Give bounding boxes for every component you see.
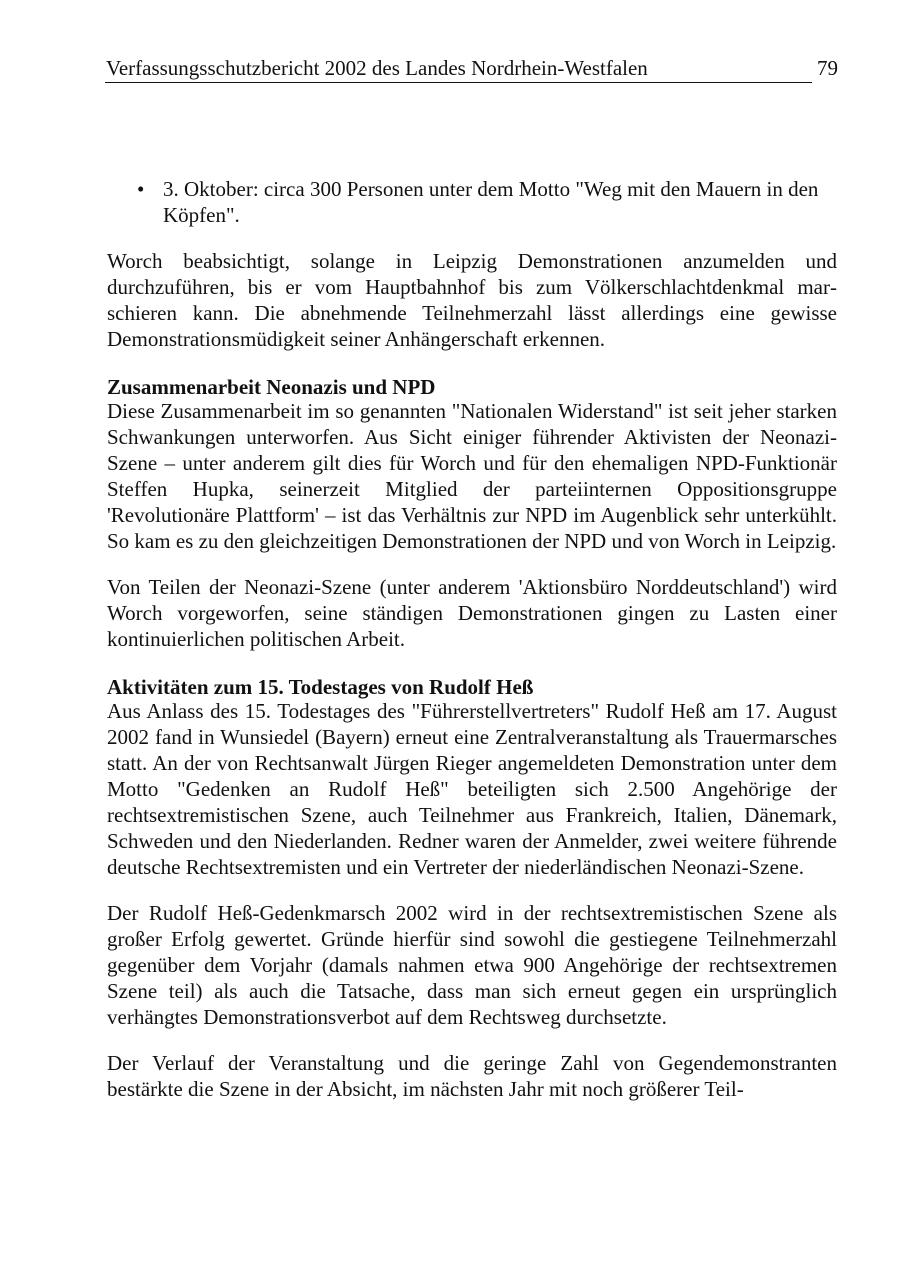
running-header [105, 54, 838, 84]
section-heading: Zusammenarbeit Neonazis und NPD [107, 375, 436, 399]
body-paragraph: Diese Zusammenarbeit im so genannten "Nationalen Widerstand" ist seit jeher starken Schwankungen unterworfen. Aus Sicht einiger führender Aktivisten der Neonazi-Szene – unter anderem gilt dies für Worch und für den ehemaligen NPD-Funktionär Steffen Hupka, seinerzeit Mitglied der parteiinternen Oppositionsgruppe 'Revolutionäre Plattform' – ist das Verhältnis zur NPD im Augenblick sehr unterkühlt. So kam es zu den gleichzeitigen Demonstrationen der NPD und von Worch in Leipzig. [107, 399, 837, 553]
bullet-list [107, 176, 837, 228]
bullet-text: 3. Oktober: circa 300 Personen unter dem Motto "Weg mit den Mauern in den Köpfen". [163, 177, 819, 227]
page-body [107, 176, 837, 1122]
body-paragraph: Der Rudolf Heß-Gedenkmarsch 2002 wird in der rechtsextremistischen Szene als großer Erfolg gewertet. Gründe hierfür sind sowohl die gestiegene Teilnehmerzahl gegenüber dem Vorjahr (damals nahmen etwa 900 Angehörige der rechtsextremen Szene teil) als auch die Tatsache, dass man sich erneut gegen ein ursprünglich verhängtes Demonstrationsverbot auf dem Rechtsweg durchsetzte. [107, 901, 837, 1029]
section-heading: Aktivitäten zum 15. Todestages von Rudolf Heß [107, 675, 534, 699]
body-paragraph: Von Teilen der Neonazi-Szene (unter anderem 'Aktionsbüro Norddeutschland') wird Worch vorgeworfen, seine ständigen Demonstrationen gingen zu Lasten einer kontinuierlichen politischen Arbeit. [107, 575, 837, 651]
header-rule [105, 82, 812, 83]
bullet-item [137, 176, 837, 228]
bullet-symbol: • [137, 177, 145, 201]
body-paragraph: Worch beabsichtigt, solange in Leipzig Demonstrationen anzumelden und durchzuführen, bis er vom Hauptbahnhof bis zum Völkerschlachtdenkmal marschieren kann. Die abnehmende Teilnehmerzahl lässt allerdings eine gewisse Demonstrationsmüdigkeit seiner Anhängerschaft erkennen. [107, 249, 837, 351]
body-paragraph: Aus Anlass des 15. Todestages des "Führerstellvertreters" Rudolf Heß am 17. August 2002 fand in Wunsiedel (Bayern) erneut eine Zentralveranstaltung als Trauermarsches statt. An der von Rechtsanwalt Jürgen Rieger angemeldeten Demonstration unter dem Motto "Gedenken an Rudolf Heß" beteiligten sich 2.500 Angehörige der rechtsextremistischen Szene, auch Teilnehmer aus Frankreich, Italien, Dänemark, Schweden und den Niederlanden. Redner waren der Anmelder, zwei weitere führende deutsche Rechtsextremisten und ein Vertreter der niederländischen Neonazi-Szene. [107, 699, 837, 879]
header-title: Verfassungsschutzbericht 2002 des Landes Nordrhein-Westfalen [106, 56, 648, 80]
page-number: 79 [817, 56, 838, 80]
body-paragraph: Der Verlauf der Veranstaltung und die geringe Zahl von Gegendemonstranten bestärkte die Szene in der Absicht, im nächsten Jahr mit noch größerer Teil- [107, 1051, 837, 1101]
